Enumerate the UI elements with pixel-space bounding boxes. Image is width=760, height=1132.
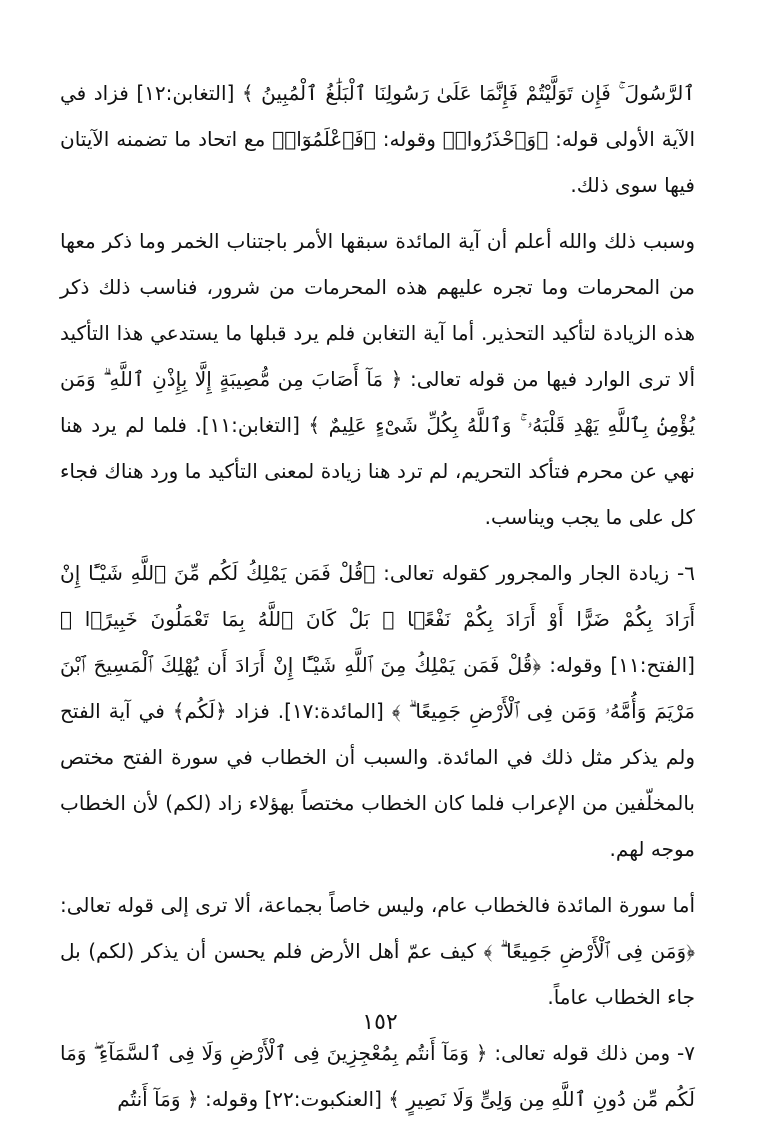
paragraph-3: ٦- زيادة الجار والمجرور كقوله تعالى: ﴿قُلْ فَمَن يَمْلِكُ لَكُم مِّنَ ٱللَّهِ شَيْـًٔا إِنْ أَرَادَ بِكُمْ ضَرًّا أَوْ أَرَادَ بِكُمْ نَفْعًۢا ۚ بَلْ كَانَ ٱللَّهُ بِمَا تَعْمَلُونَ خَبِيرًۢا ﴾ [الفتح:١١] وقوله: ﴿قُلْ فَمَن يَمْلِكُ مِنَ ٱللَّهِ شَيْـًٔا إِنْ أَرَادَ أَن يُهْلِكَ ٱلْمَسِيحَ ٱبْنَ مَرْيَمَ وَأُمَّهُۥ وَمَن فِى ٱلْأَرْضِ جَمِيعًا ۗ ﴾ [المائدة:١٧]. فزاد ﴿لَكُم﴾ في آية الفتح ولم يذكر مثل ذلك في المائدة. والسبب أن الخطاب في سورة الفتح مختص بالمخلّفين من الإعراب فلما كان الخطاب مختصاً بهؤلاء زاد (لكم) لأن الخطاب موجه لهم. [60, 561, 695, 861]
paragraph-5: ٧- ومن ذلك قوله تعالى: ﴿ وَمَآ أَنتُم بِمُعْجِزِينَ فِى ٱلْأَرْضِ وَلَا فِى ٱلسَّمَآءِ ۖ وَمَا لَكُم مِّن دُونِ ٱللَّهِ مِن وَلِىٍّ وَلَا نَصِيرٍ ﴾ [العنكبوت:٢٢] وقوله: ﴿ وَمَآ أَنتُم [60, 1041, 695, 1111]
paragraph-1: ٱلرَّسُولَ ۚ فَإِن تَوَلَّيْتُمْ فَإِنَّمَا عَلَىٰ رَسُولِنَا ٱلْبَلَٰغُ ٱلْمُبِينُ ﴾ [التغابن:١٢] فزاد في الآية الأولى قوله: ﴿وَٱحْذَرُوا۟﴾ وقوله: ﴿فَٱعْلَمُوٓا۟﴾ مع اتحاد ما تضمنه الآيتان فيها سوى ذلك. [60, 81, 695, 197]
page-number: ١٥٢ [362, 1010, 398, 1035]
paragraph-4: أما سورة المائدة فالخطاب عام، وليس خاصاً بجماعة، ألا ترى إلى قوله تعالى: ﴿وَمَن فِى ٱلْأَرْضِ جَمِيعًا ۗ ﴾ كيف عمّ أهل الأرض فلم يحسن أن يذكر (لكم) بل جاء الخطاب عاماً. [60, 893, 695, 1009]
paragraph-2: وسبب ذلك والله أعلم أن آية المائدة سبقها الأمر باجتناب الخمر وما ذكر معها من المحرمات وما تجره عليهم هذه المحرمات من شرور، فناسب ذلك ذكر هذه الزيادة لتأكيد التحذير. أما آية التغابن فلم يرد قبلها ما يستدعي هذا التأكيد ألا ترى الوارد فيها من قوله تعالى: ﴿ مَآ أَصَابَ مِن مُّصِيبَةٍ إِلَّا بِإِذْنِ ٱللَّهِ ۗ وَمَن يُؤْمِنۢ بِٱللَّهِ يَهْدِ قَلْبَهُۥ ۚ وَٱللَّهُ بِكُلِّ شَىْءٍ عَلِيمٌ ﴾ [التغابن:١١]. فلما لم يرد هنا نهي عن محرم فتأكد التحريم، لم ترد هنا زيادة لمعنى التأكيد ما ورد هناك فجاء كل على ما يجب ويناسب. [60, 229, 696, 529]
page-body [60, 70, 695, 1132]
